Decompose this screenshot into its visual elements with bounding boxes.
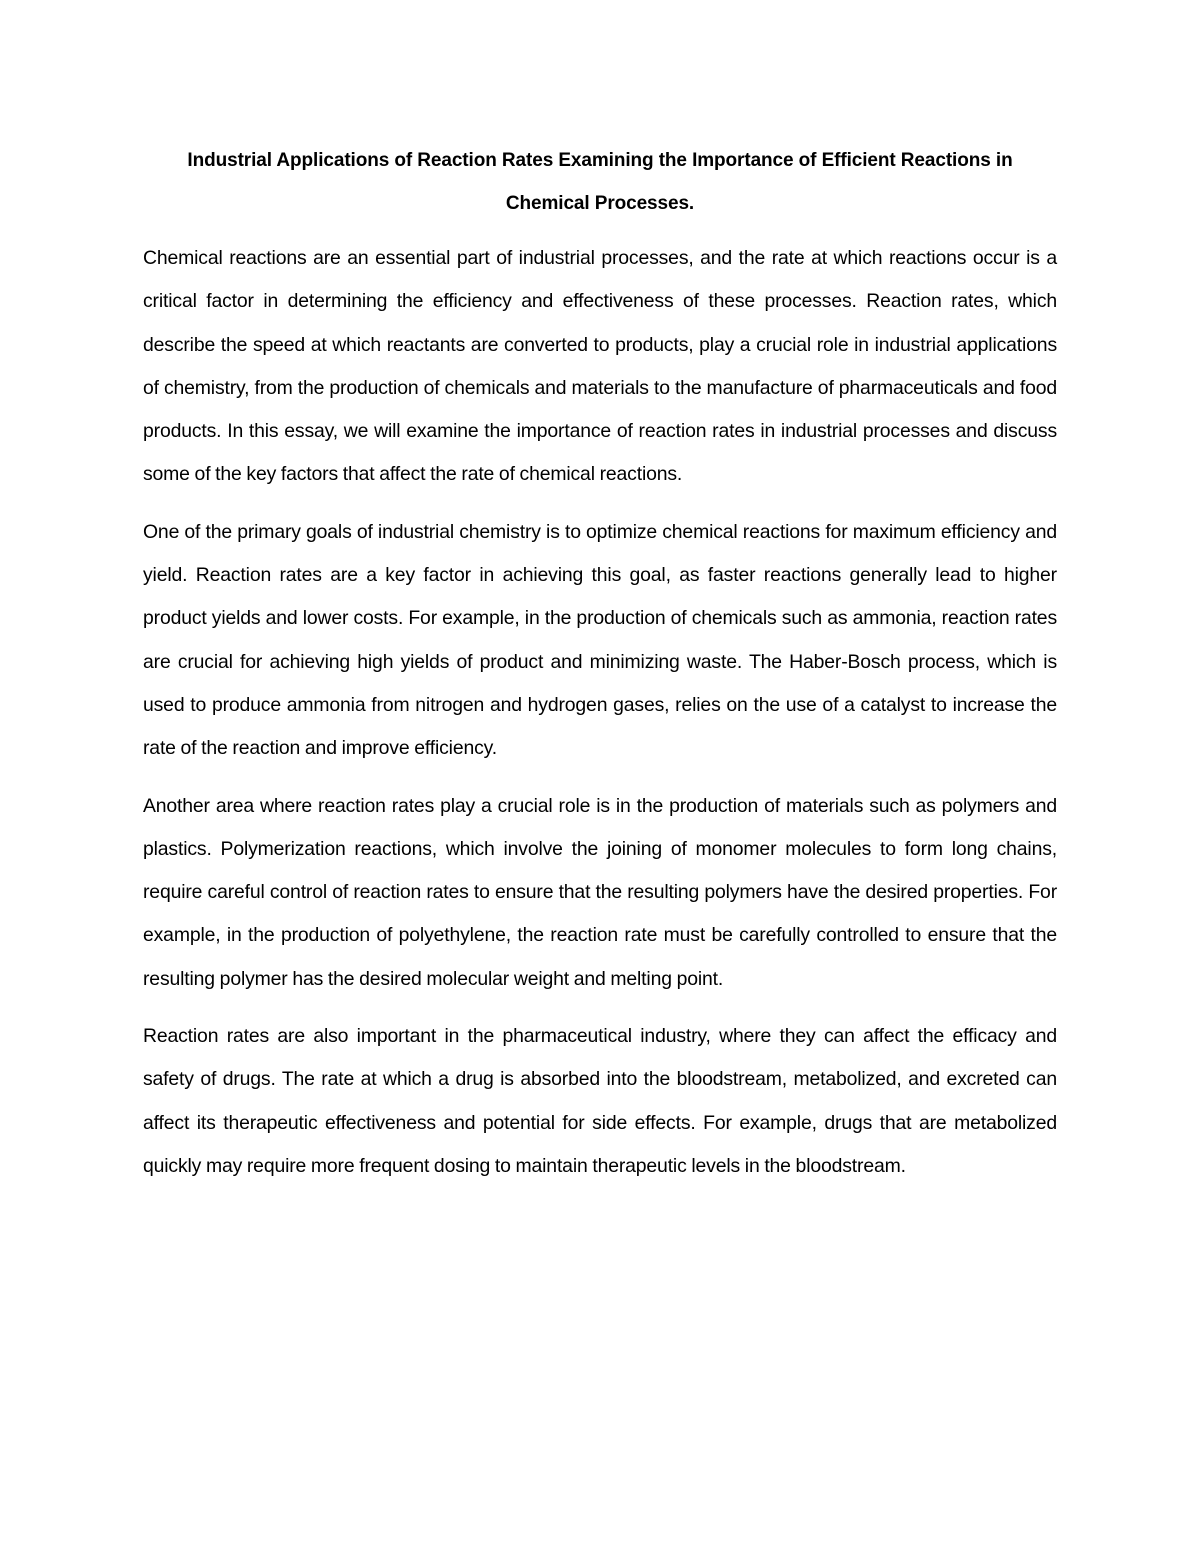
paragraph-intro: Chemical reactions are an essential part of industrial processes, and the rate at which reactions occur is a critical factor in determining the efficiency and effectiveness of these processes. Reaction rates, which describe the speed at which reactants are converted to products, play a crucial role in industrial applications of chemistry, from the production of chemicals and materials to the manufacture of pharmaceuticals and food products. In this essay, we will examine the importance of reaction rates in industrial processes and discuss some of the key factors that affect the rate of chemical reactions. xyxy=(143,247,1057,486)
document-title: Industrial Applications of Reaction Rates Examining the Importance of Efficient Reactions in Chemical Processes. xyxy=(187,150,1013,214)
paragraph-industrial-chemistry: One of the primary goals of industrial chemistry is to optimize chemical reactions for maximum efficiency and yield. Reaction rates are a key factor in achieving this goal, as faster reactions generally lead to higher product yields and lower costs. For example, in the production of chemicals such as ammonia, reaction rates are crucial for achieving high yields of product and minimizing waste. The Haber-Bosch process, which is used to produce ammonia from nitrogen and hydrogen gases, relies on the use of a catalyst to increase the rate of the reaction and improve efficiency. xyxy=(143,520,1057,760)
paragraph-pharmaceuticals: Reaction rates are also important in the pharmaceutical industry, where they can affect the efficacy and safety of drugs. The rate at which a drug is absorbed into the bloodstream, metabolized, and excreted can affect its therapeutic effectiveness and potential for side effects. For example, drugs that are metabolized quickly may require more frequent dosing to maintain therapeutic levels in the bloodstream. xyxy=(143,1025,1057,1177)
paragraph-polymers: Another area where reaction rates play a crucial role is in the production of materials such as polymers and plastics. Polymerization reactions, which involve the joining of monomer molecules to form long chains, require careful control of reaction rates to ensure that the resulting polymers have the desired properties. For example, in the production of polyethylene, the reaction rate must be carefully controlled to ensure that the resulting polymer has the desired molecular weight and melting point. xyxy=(143,794,1057,990)
